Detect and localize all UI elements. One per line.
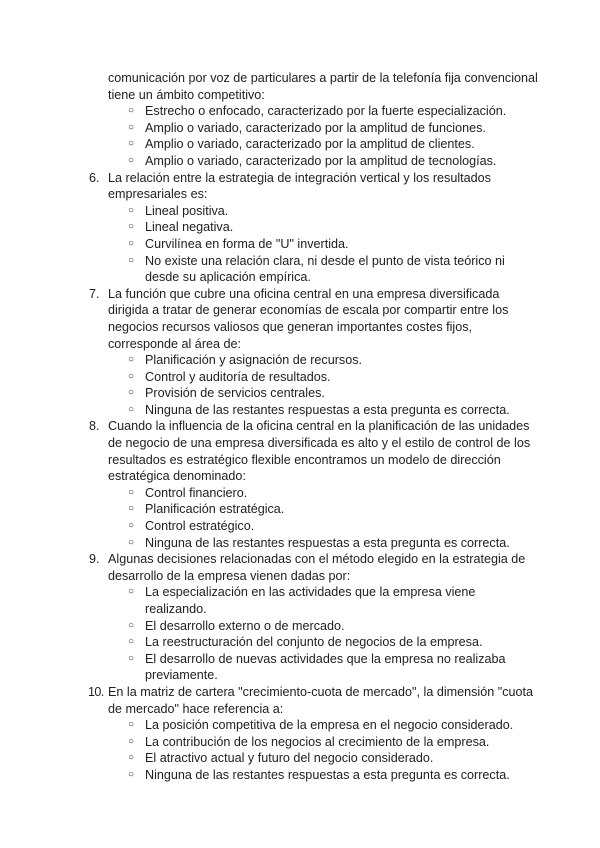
option-item: ○ La posición competitiva de la empresa en el negocio considerado. — [128, 718, 514, 733]
option-item: ○ Lineal negativa. — [128, 220, 234, 235]
option-item: ○ Estrecho o enfocado, caracterizado por la fuerte especialización. — [128, 104, 507, 119]
option-item: ○ No existe una relación clara, ni desde el punto de vista teórico ni desde su aplicación empírica. — [128, 253, 505, 285]
option-item: ○ El desarrollo de nuevas actividades que la empresa no realizaba previamente. — [128, 651, 506, 683]
circle-bullet-icon: ○ — [128, 735, 135, 747]
question-text: La función que cubre una oficina central en una empresa diversificada dirigida a tratar de generar economías de escala por compartir entre los negocios recursos valiosos que generan importantes costes fijos, corresponde al área de: — [108, 286, 509, 351]
option-item: ○ La reestructuración del conjunto de negocios de la empresa. — [128, 635, 483, 650]
question-number: 8. — [89, 419, 100, 434]
question-text: La relación entre la estrategia de integración vertical y los resultados empresariales es: — [108, 170, 491, 202]
question-text: Cuando la influencia de la oficina central en la planificación de las unidades de negocio de una empresa diversificada es alto y el estilo de control de los resultados es estratégico flexible encontramos un modelo de dirección estratégica denominado: — [108, 419, 531, 484]
question-text: comunicación por voz de particulares a partir de la telefonía fija convencional tiene un ámbito competitivo: — [108, 71, 538, 102]
circle-bullet-icon: ○ — [128, 370, 135, 382]
option-item: ○ Lineal positiva. — [128, 203, 229, 218]
circle-bullet-icon: ○ — [128, 636, 135, 648]
option-item: ○ Amplio o variado, caracterizado por la amplitud de tecnologías. — [128, 153, 497, 168]
option-item: ○ Ninguna de las restantes respuestas a esta pregunta es correcta. — [128, 402, 510, 417]
circle-bullet-icon: ○ — [128, 719, 135, 731]
option-item: ○ El atractivo actual y futuro del negocio considerado. — [128, 751, 434, 766]
option-item: ○ Control estratégico. — [128, 519, 255, 534]
circle-bullet-icon: ○ — [128, 204, 135, 216]
option-item: ○ La especialización en las actividades que la empresa viene realizando. — [128, 585, 476, 616]
circle-bullet-icon: ○ — [128, 752, 135, 764]
document-page — [0, 70, 600, 784]
option-list — [108, 103, 538, 169]
circle-bullet-icon: ○ — [128, 354, 135, 366]
option-list — [108, 485, 538, 551]
circle-bullet-icon: ○ — [128, 652, 135, 664]
option-item: ○ Control y auditoría de resultados. — [128, 369, 331, 384]
option-item: ○ Planificación estratégica. — [128, 502, 285, 517]
circle-bullet-icon: ○ — [128, 586, 135, 598]
option-item: ○ El desarrollo externo o de mercado. — [128, 618, 345, 633]
circle-bullet-icon: ○ — [128, 254, 135, 266]
option-list — [108, 352, 538, 418]
option-item: ○ Control financiero. — [128, 485, 248, 500]
option-list — [108, 717, 538, 783]
circle-bullet-icon: ○ — [128, 121, 135, 133]
circle-bullet-icon: ○ — [128, 105, 135, 117]
circle-bullet-icon: ○ — [128, 138, 135, 150]
circle-bullet-icon: ○ — [128, 387, 135, 399]
option-list — [108, 203, 538, 286]
option-item: ○ Amplio o variado, caracterizado por la amplitud de funciones. — [128, 120, 486, 135]
question-8 — [89, 418, 538, 551]
circle-bullet-icon: ○ — [128, 768, 135, 780]
option-item: ○ Provisión de servicios centrales. — [128, 386, 325, 401]
question-10 — [88, 684, 538, 784]
question-number: 6. — [89, 170, 100, 185]
circle-bullet-icon: ○ — [128, 486, 135, 498]
option-item: ○ Amplio o variado, caracterizado por la amplitud de clientes. — [128, 137, 475, 152]
question-continuation — [108, 70, 538, 170]
option-list — [108, 584, 538, 684]
circle-bullet-icon: ○ — [128, 237, 135, 249]
circle-bullet-icon: ○ — [128, 154, 135, 166]
question-number: 9. — [89, 552, 100, 567]
circle-bullet-icon: ○ — [128, 403, 135, 415]
circle-bullet-icon: ○ — [128, 520, 135, 532]
question-text: En la matriz de cartera "crecimiento-cuota de mercado", la dimensión "cuota de mercado" hace referencia a: — [108, 684, 534, 716]
question-number: 7. — [89, 286, 100, 301]
question-9 — [89, 551, 538, 684]
circle-bullet-icon: ○ — [128, 536, 135, 548]
option-item: ○ Ninguna de las restantes respuestas a esta pregunta es correcta. — [128, 535, 510, 550]
option-item: ○ Ninguna de las restantes respuestas a esta pregunta es correcta. — [128, 767, 510, 782]
circle-bullet-icon: ○ — [128, 503, 135, 515]
question-number: 10. — [88, 684, 104, 699]
question-6 — [89, 170, 538, 286]
question-text: Algunas decisiones relacionadas con el método elegido en la estrategia de desarrollo de la empresa vienen dadas por: — [108, 552, 526, 583]
question-7 — [89, 286, 538, 419]
option-item: ○ Planificación y asignación de recursos. — [128, 353, 363, 368]
circle-bullet-icon: ○ — [128, 619, 135, 631]
option-item: ○ La contribución de los negocios al crecimiento de la empresa. — [128, 734, 490, 749]
option-item: ○ Curvilínea en forma de "U" invertida. — [128, 236, 349, 251]
circle-bullet-icon: ○ — [128, 221, 135, 233]
